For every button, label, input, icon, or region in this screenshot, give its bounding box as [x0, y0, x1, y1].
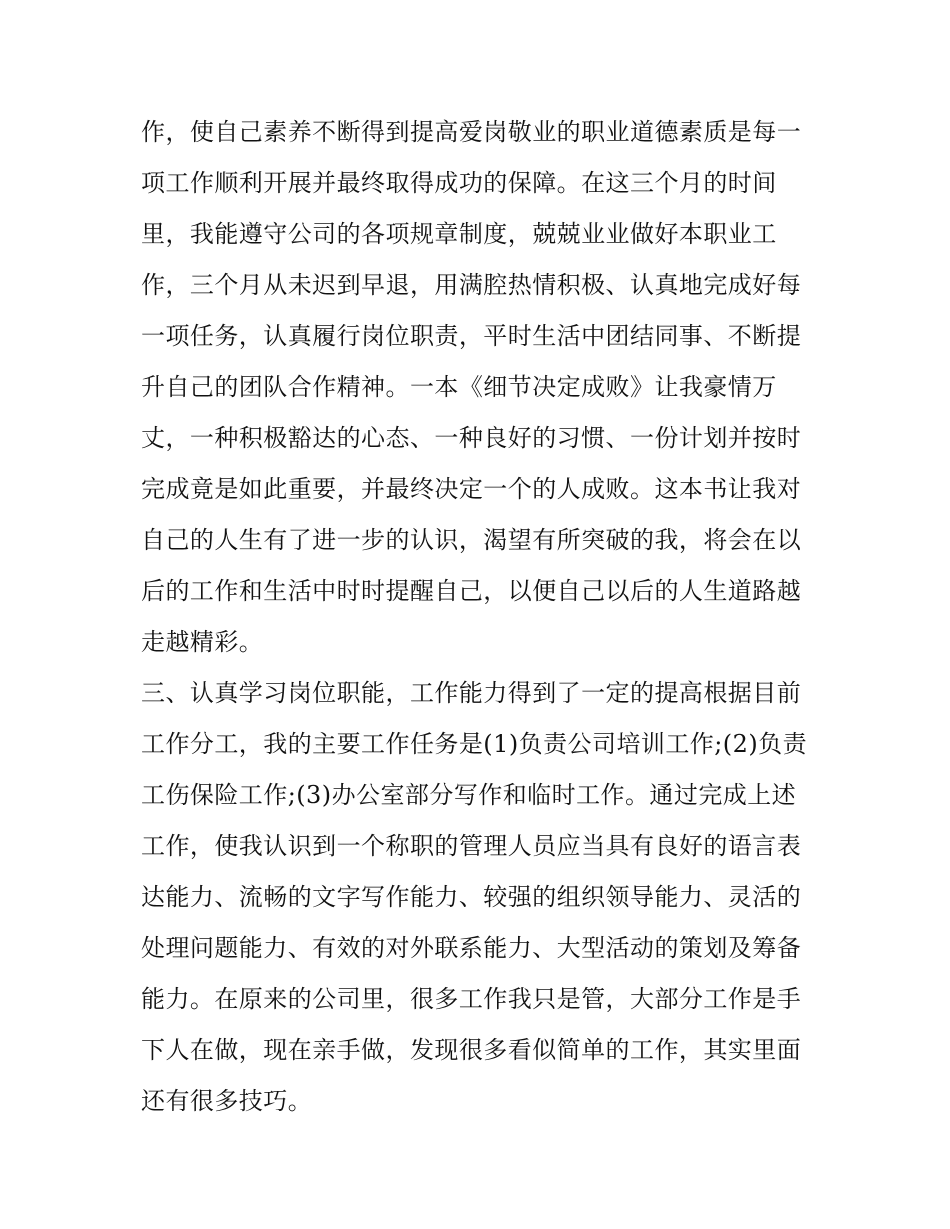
body-text: [141, 107, 831, 1127]
text-line: 一项任务，认真履行岗位职责，平时生活中团结同事、不断提: [141, 322, 802, 350]
text-line: 后的工作和生活中时时提醒自己，以便自己以后的人生道路越: [141, 577, 802, 605]
text-line: 作，使自己素养不断得到提高爱岗敬业的职业道德素质是每一: [141, 118, 802, 146]
text-line: 还有很多技巧。: [141, 1087, 313, 1115]
text-line: 工伤保险工作;(3)办公室部分写作和临时工作。通过完成上述: [141, 781, 797, 809]
text-line: 工作分工，我的主要工作任务是(1)负责公司培训工作;(2)负责: [141, 730, 808, 758]
text-line: 升自己的团队合作精神。一本《细节决定成败》让我豪情万: [141, 373, 777, 401]
text-line: 达能力、流畅的文字写作能力、较强的组织领导能力、灵活的: [141, 883, 802, 911]
text-line: 能力。在原来的公司里，很多工作我只是管，大部分工作是手: [141, 985, 802, 1013]
text-line: 完成竟是如此重要，并最终决定一个的人成败。这本书让我对: [141, 475, 802, 503]
text-line: 里，我能遵守公司的各项规章制度，兢兢业业做好本职业工: [141, 220, 777, 248]
text-line: 工作，使我认识到一个称职的管理人员应当具有良好的语言表: [141, 832, 802, 860]
text-line: 丈，一种积极豁达的心态、一种良好的习惯、一份计划并按时: [141, 424, 802, 452]
text-line: 作，三个月从未迟到早退，用满腔热情积极、认真地完成好每: [141, 271, 802, 299]
text-line: 项工作顺利开展并最终取得成功的保障。在这三个月的时间: [141, 169, 777, 197]
text-line: 三、认真学习岗位职能，工作能力得到了一定的提高根据目前: [141, 679, 802, 707]
text-line: 下人在做，现在亲手做，发现很多看似简单的工作，其实里面: [141, 1036, 802, 1064]
text-line: 自己的人生有了进一步的认识，渴望有所突破的我，将会在以: [141, 526, 802, 554]
text-line: 处理问题能力、有效的对外联系能力、大型活动的策划及筹备: [141, 934, 802, 962]
text-line: 走越精彩。: [141, 628, 264, 656]
